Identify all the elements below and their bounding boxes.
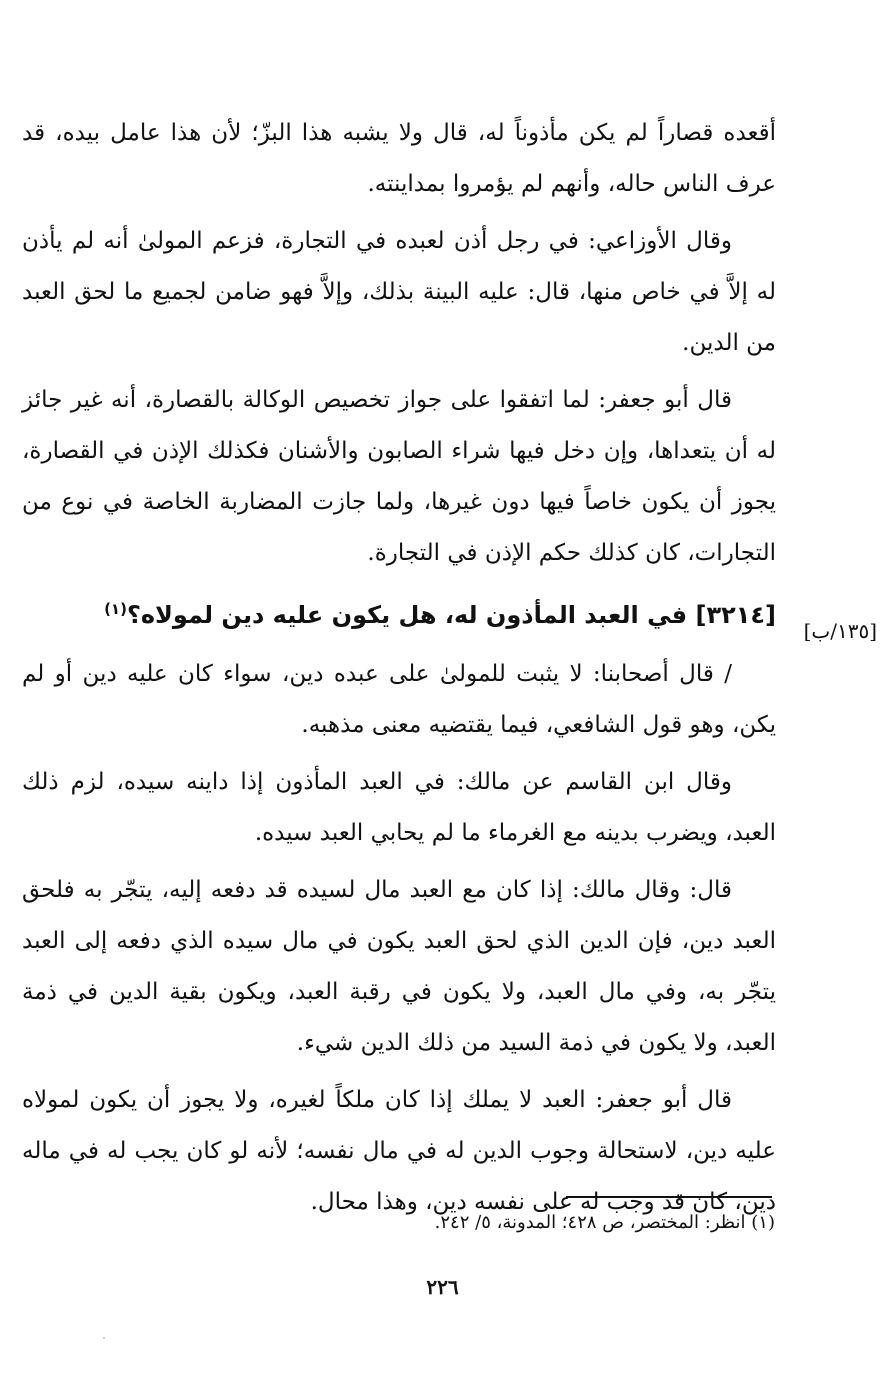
paragraph-6: قال: وقال مالك: إذا كان مع العبد مال لسيده قد دفعه إليه، يتجّر به فلحق العبد دين، فإن الدين الذي لحق العبد يكون في مال سيده الذي دفعه إلى العبد يتجّر به، وفي مال العبد، ولا يكون في رقبة العبد، ويكون بقية الدين في ذمة العبد، ولا يكون في ذمة السيد من ذلك الدين شيء. xyxy=(22,877,776,1056)
page-number: ٢٢٦ xyxy=(426,1275,459,1299)
section-heading xyxy=(22,591,776,639)
section-heading-text: [٣٢١٤] في العبد المأذون له، هل يكون عليه دين لمولاه؟ xyxy=(126,601,776,629)
scan-speck xyxy=(103,1337,105,1339)
main-text-block xyxy=(22,108,776,1234)
paragraph-7: قال أبو جعفر: العبد لا يملك إذا كان ملكاً لغيره، ولا يجوز أن يكون لمولاه عليه دين، لاستحالة وجوب الدين له في مال نفسه؛ لأنه لو كان يجب له في ماله دين، كان قد وجب له على نفسه دين، وهذا محال. xyxy=(22,1087,776,1215)
paragraph-3: قال أبو جعفر: لما اتفقوا على جواز تخصيص الوكالة بالقصارة، أنه غير جائز له أن يتعداها، وإن دخل فيها شراء الصابون والأشنان فكذلك الإذن في القصارة، يجوز أن يكون خاصاً فيها دون غيرها، ولما جازت المضاربة الخاصة في نوع من التجارات، كان كذلك حكم الإذن في التجارة. xyxy=(22,387,776,566)
footnote: (١) انظر: المختصر، ص ٤٢٨؛ المدونة، ٥/ ٢٤٢. xyxy=(434,1212,775,1233)
footnote-marker[interactable]: (١) xyxy=(104,600,127,618)
paragraph-1: أقعده قصاراً لم يكن مأذوناً له، قال ولا يشبه هذا البزّ؛ لأن هذا عامل بيده، قد عرف الناس حاله، وأنهم لم يؤمروا بمداينته. xyxy=(22,120,776,197)
manuscript-folio-reference: [١٣٥/ب] xyxy=(803,619,877,643)
paragraph-5: وقال ابن القاسم عن مالك: في العبد المأذون إذا داينه سيده، لزم ذلك العبد، ويضرب بدينه مع الغرماء ما لم يحابي العبد سيده. xyxy=(22,769,776,846)
paragraph-2: وقال الأوزاعي: في رجل أذن لعبده في التجارة، فزعم المولىٰ أنه لم يأذن له إلاَّ في خاص منها، قال: عليه البينة بذلك، وإلاَّ فهو ضامن لجميع ما لحق العبد من الدين. xyxy=(22,228,776,356)
paragraph-4: / قال أصحابنا: لا يثبت للمولىٰ على عبده دين، سواء كان عليه دين أو لم يكن، وهو قول الشافعي، فيما يقتضيه معنى مذهبه. xyxy=(22,661,776,738)
footnote-divider xyxy=(566,1196,772,1198)
